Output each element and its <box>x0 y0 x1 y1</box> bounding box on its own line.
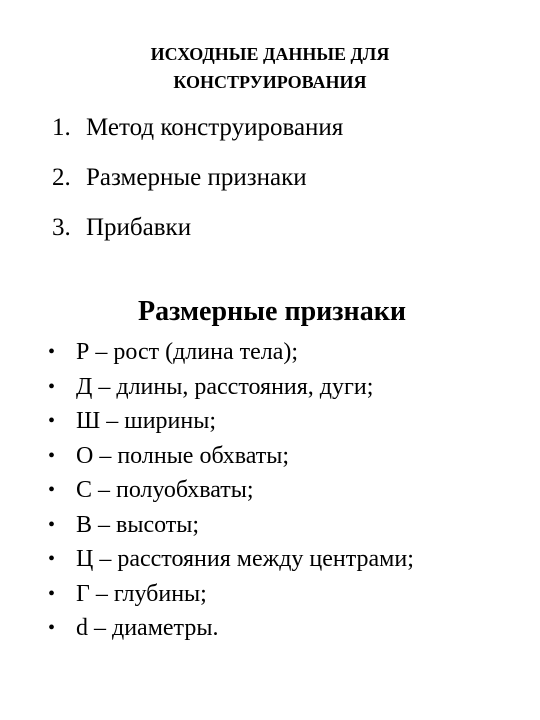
bullet-text: Г – глубины; <box>76 580 207 607</box>
bullet-item <box>48 439 414 474</box>
bullet-item <box>48 404 414 439</box>
bullet-item <box>48 508 414 543</box>
bullet-icon: • <box>48 410 56 432</box>
numbered-item <box>52 212 343 262</box>
page-heading <box>0 40 540 96</box>
heading-line-1: ИСХОДНЫЕ ДАННЫЕ ДЛЯ <box>150 44 390 64</box>
bullet-icon: • <box>48 341 56 363</box>
bullet-item <box>48 473 414 508</box>
heading-line-2: КОНСТРУИРОВАНИЯ <box>173 72 367 92</box>
numbered-item <box>52 112 343 162</box>
bullet-text: Ц – расстояния между центрами; <box>76 546 414 572</box>
bullet-icon: • <box>48 582 56 605</box>
bullet-icon: • <box>48 548 56 570</box>
bullet-text: Р – рост (длина тела); <box>76 339 299 365</box>
bullet-text: С – полуобхваты; <box>76 477 254 503</box>
bullet-icon: • <box>48 375 56 398</box>
item-text: Прибавки <box>86 214 192 241</box>
bullet-text: Ш – ширины; <box>76 408 217 434</box>
item-text: Размерные признаки <box>86 164 307 191</box>
bullet-item <box>48 611 414 646</box>
item-number: 2. <box>52 164 71 191</box>
numbered-list <box>52 112 343 262</box>
bullet-text: Д – длины, расстояния, дуги; <box>76 373 374 400</box>
bullet-icon: • <box>48 444 56 467</box>
bullet-icon: • <box>48 479 56 501</box>
bullet-text: О – полные обхваты; <box>76 442 290 469</box>
bullet-item <box>48 335 414 370</box>
bullet-text: В – высоты; <box>76 511 200 538</box>
item-number: 3. <box>52 214 71 241</box>
bullet-list <box>48 335 414 646</box>
bullet-text: d – диаметры. <box>76 615 219 641</box>
item-text: Метод конструирования <box>86 114 344 141</box>
section-title: Размерные признаки <box>138 296 406 327</box>
item-number: 1. <box>52 114 71 141</box>
bullet-item <box>48 542 414 577</box>
bullet-icon: • <box>48 617 56 639</box>
numbered-item <box>52 162 343 212</box>
bullet-item <box>48 370 414 405</box>
bullet-item <box>48 577 414 612</box>
bullet-icon: • <box>48 513 56 536</box>
